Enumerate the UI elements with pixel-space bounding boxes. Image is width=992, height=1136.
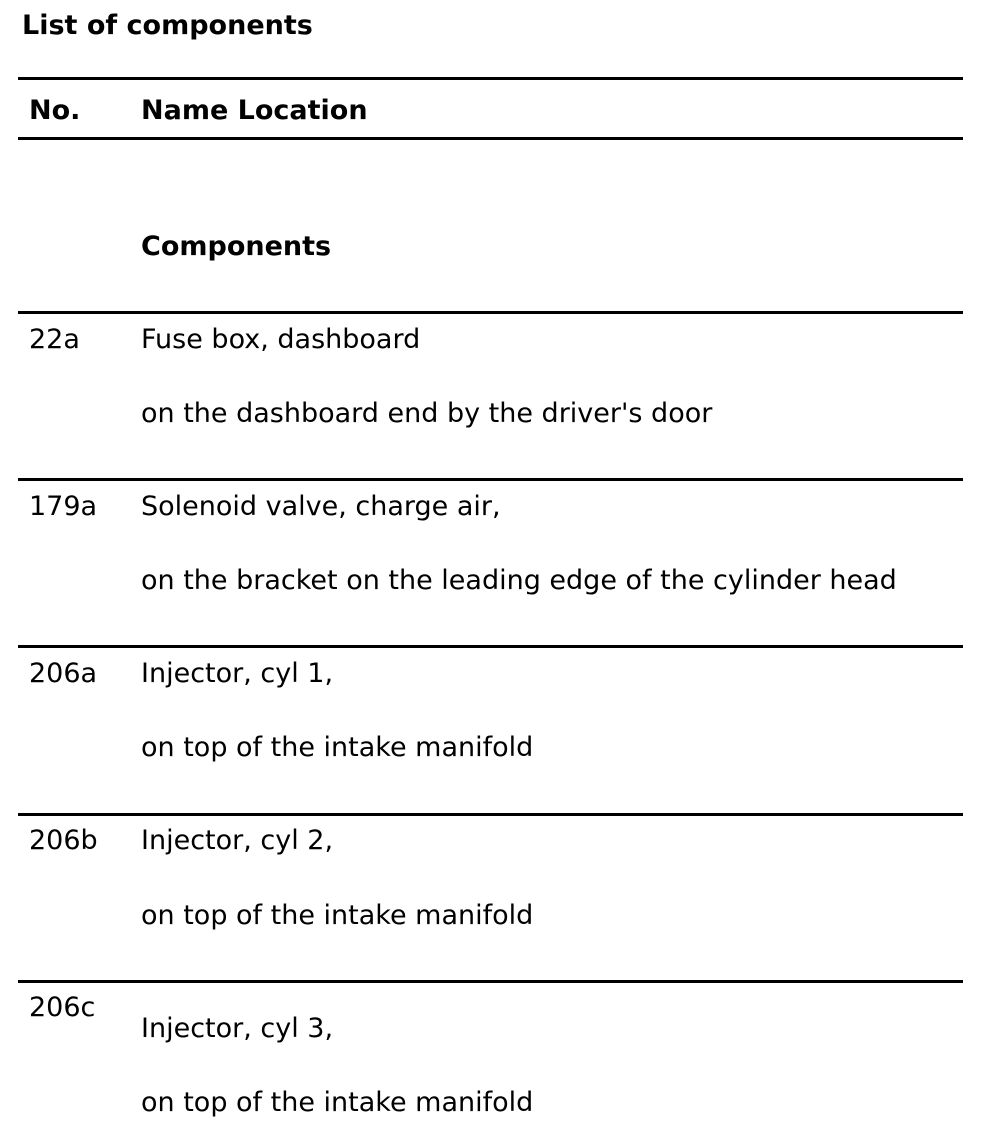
document-title: List of components	[22, 10, 313, 41]
row-divider	[18, 311, 963, 314]
row-location: on the bracket on the leading edge of the cylinder head	[141, 565, 897, 596]
row-name: Injector, cyl 1,	[141, 658, 334, 689]
row-number: 22a	[29, 324, 80, 355]
row-location: on top of the intake manifold	[141, 732, 534, 763]
row-divider	[18, 980, 963, 983]
row-divider	[18, 478, 963, 481]
header-bottom-rule	[18, 137, 963, 140]
row-name: Injector, cyl 2,	[141, 825, 334, 856]
header-top-rule	[18, 77, 963, 80]
row-divider	[18, 813, 963, 816]
section-heading: Components	[141, 231, 332, 262]
row-name: Injector, cyl 3,	[141, 1013, 334, 1044]
row-location: on top of the intake manifold	[141, 900, 534, 931]
row-location: on top of the intake manifold	[141, 1087, 534, 1118]
row-number: 179a	[29, 491, 98, 522]
column-header-name-location: Name Location	[141, 95, 368, 126]
row-number: 206a	[29, 658, 98, 689]
row-divider	[18, 645, 963, 648]
row-location: on the dashboard end by the driver's door	[141, 398, 713, 429]
column-header-no: No.	[29, 95, 81, 126]
row-number: 206c	[29, 992, 96, 1023]
row-name: Solenoid valve, charge air,	[141, 491, 501, 522]
row-number: 206b	[29, 825, 98, 856]
row-name: Fuse box, dashboard	[141, 324, 421, 355]
